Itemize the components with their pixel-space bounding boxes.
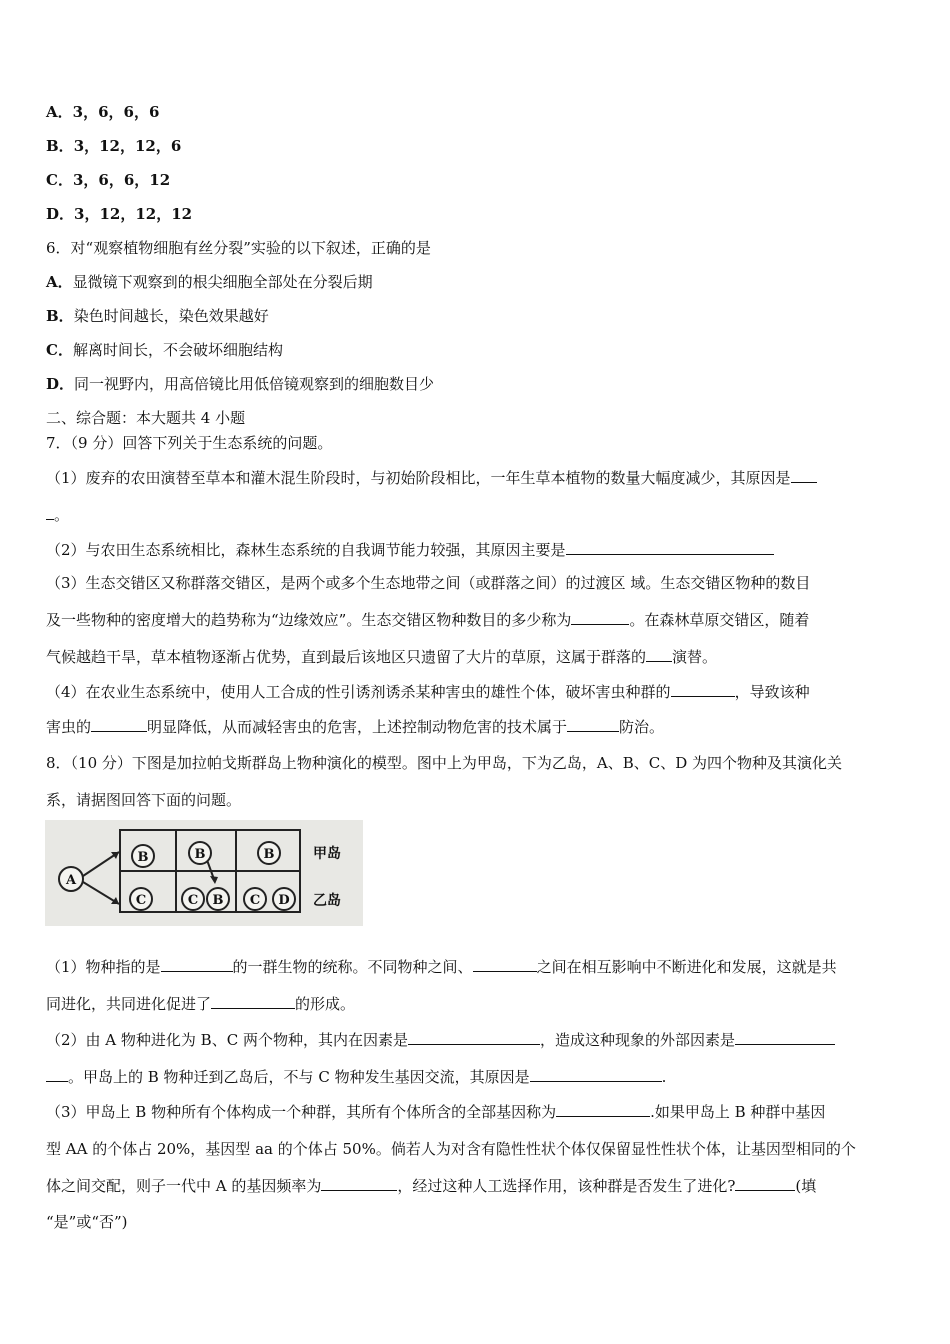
option-q5-b: B．3，12，12，6 — [46, 137, 182, 155]
q7-part4-line1: （4）在农业生态系统中，使用人工合成的性引诱剂诱杀某种害虫的雄性个体，破坏害虫种群的 ，导致该种 — [46, 683, 810, 701]
answer-blank[interactable] — [473, 957, 537, 972]
species-label: C — [249, 893, 261, 908]
answer-blank[interactable] — [556, 1102, 650, 1117]
option-q5-c: C．3，6，6，12 — [46, 171, 171, 189]
q7-part1-line2: 。 — [46, 505, 69, 525]
q8-stem-line1: 8．（10 分）下图是加拉帕戈斯群岛上物种演化的模型。图中上为甲岛，下为乙岛，A、B、C、D 为四个物种及其演化关 — [46, 754, 843, 772]
section-heading: 二、综合题：本大题共 4 小题 — [46, 409, 246, 427]
species-label: C — [135, 893, 147, 908]
option-q5-d: D．3，12，12，12 — [46, 205, 193, 223]
q8-part1-line2: 同进化，共同进化促进了 的形成。 — [46, 995, 356, 1013]
q8-part2-line1: （2）由 A 物种进化为 B、C 两个物种，其内在因素是 ，造成这种现象的外部因素是 — [46, 1030, 835, 1050]
q7-part3-line3: 气候越趋干旱，草本植物逐渐占优势，直到最后该地区只遗留了大片的草原，这属于群落的 演替。 — [46, 648, 718, 666]
answer-blank[interactable] — [211, 994, 295, 1009]
species-label: B — [263, 847, 275, 862]
q8-part1-line1: （1）物种指的是 的一群生物的统称。不同物种之间、 之间在相互影响中不断进化和发展，这就是共 — [46, 958, 837, 976]
q8-part3-line3: 体之间交配，则子一代中 A 的基因频率为 ，经过这种人工选择作用，该种群是否发生了进化? (填 — [46, 1177, 817, 1195]
q7-part1-line1: （1）废弃的农田演替至草本和灌木混生阶段时，与初始阶段相比，一年生草本植物的数量大幅度减少，其原因是 — [46, 468, 817, 488]
answer-blank[interactable] — [46, 505, 54, 520]
answer-blank[interactable] — [646, 647, 672, 662]
answer-blank[interactable] — [567, 717, 619, 732]
island-label-top: 甲岛 — [313, 846, 341, 862]
q6-stem: 6．对“观察植物细胞有丝分裂”实验的以下叙述，正确的是 — [46, 239, 431, 257]
q7-part3-line1: （3）生态交错区又称群落交错区，是两个或多个生态地带之间（或群落之间）的过渡区 域。生态交错区物种的数目 — [46, 574, 811, 592]
species-label: C — [187, 893, 199, 908]
island-label-bottom: 乙岛 — [313, 893, 341, 909]
species-label: B — [137, 850, 149, 865]
species-label: B — [212, 893, 224, 908]
q7-part2: （2）与农田生态系统相比，森林生态系统的自我调节能力较强，其原因主要是 — [46, 540, 774, 560]
q7-part3-line2: 及一些物种的密度增大的趋势称为“边缘效应”。生态交错区物种数目的多少称为 。在森林草原交错区，随着 — [46, 611, 810, 629]
q8-part3-line4: “是”或“否”) — [46, 1213, 128, 1231]
q7-stem: 7．（9 分）回答下列关于生态系统的问题。 — [46, 434, 333, 452]
option-q6-b: B．染色时间越长，染色效果越好 — [46, 307, 269, 325]
species-label: A — [65, 873, 77, 888]
answer-blank[interactable] — [735, 1176, 795, 1191]
answer-blank[interactable] — [791, 468, 817, 483]
answer-blank[interactable] — [530, 1067, 662, 1082]
q8-stem-line2: 系，请据图回答下面的问题。 — [46, 791, 242, 809]
answer-blank[interactable] — [91, 717, 147, 732]
answer-blank[interactable] — [46, 1067, 68, 1082]
answer-blank[interactable] — [571, 610, 629, 625]
q7-part4-line2: 害虫的 明显降低，从而减轻害虫的危害，上述控制动物危害的技术属于 防治。 — [46, 718, 665, 736]
species-label: B — [194, 847, 206, 862]
q8-part3-line2: 型 AA 的个体占 20%，基因型 aa 的个体占 50%。倘若人为对含有隐性性状个体仅保留显性性状个体，让基因型相同的个 — [46, 1140, 856, 1158]
answer-blank[interactable] — [321, 1176, 397, 1191]
answer-blank[interactable] — [671, 682, 735, 697]
option-q6-d: D．同一视野内，用高倍镜比用低倍镜观察到的细胞数目少 — [46, 375, 435, 393]
option-q6-a: A．显微镜下观察到的根尖细胞全部处在分裂后期 — [46, 273, 373, 291]
q8-part2-line2: 。甲岛上的 B 物种迁到乙岛后，不与 C 物种发生基因交流，其原因是 . — [46, 1067, 666, 1087]
speciation-diagram — [45, 820, 363, 926]
answer-blank[interactable] — [161, 957, 233, 972]
option-q6-c: C．解离时间长，不会破坏细胞结构 — [46, 341, 283, 359]
option-q5-a: A．3，6，6，6 — [46, 103, 160, 121]
answer-blank[interactable] — [566, 540, 774, 555]
q8-part3-line1: （3）甲岛上 B 物种所有个体构成一个种群，其所有个体所含的全部基因称为 .如果甲岛上 B 种群中基因 — [46, 1103, 826, 1121]
answer-blank[interactable] — [735, 1030, 835, 1045]
answer-blank[interactable] — [408, 1030, 540, 1045]
species-label: D — [278, 893, 290, 908]
